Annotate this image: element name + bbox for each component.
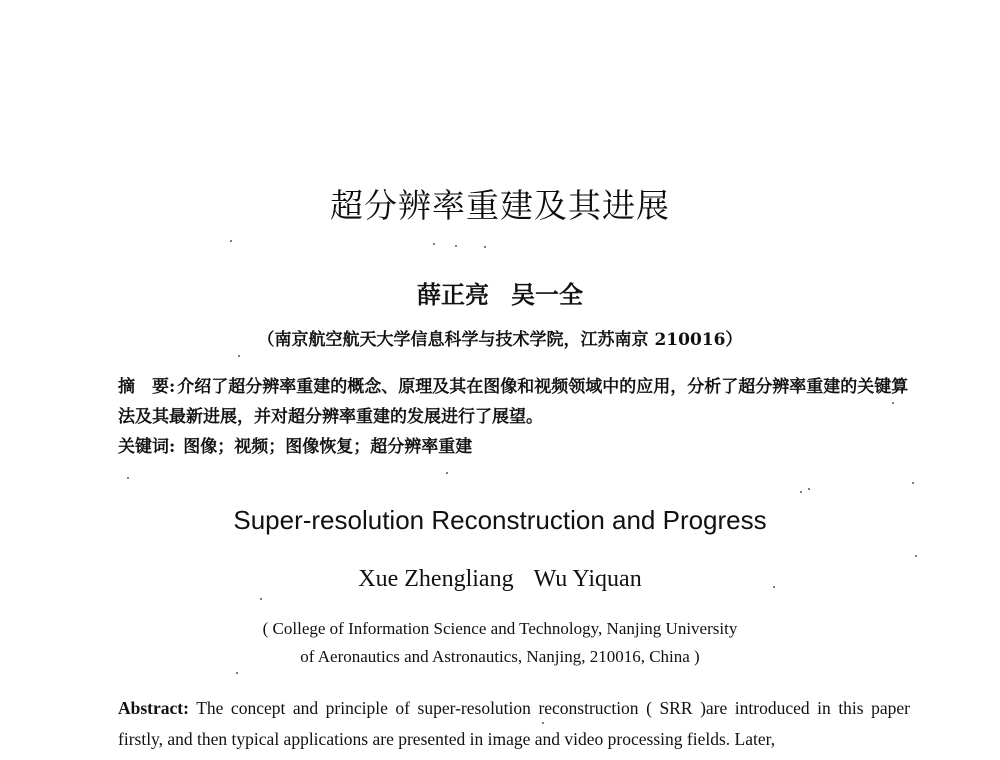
chinese-abstract-block (118, 372, 918, 462)
english-abstract-label: Abstract: (118, 698, 189, 718)
english-affiliation-line-1: ( College of Information Science and Technology, Nanjing University (262, 619, 738, 638)
chinese-keywords-label: 关键词: (118, 437, 176, 457)
scan-speck (230, 240, 232, 242)
scan-speck (260, 598, 262, 600)
scan-speck (808, 488, 810, 490)
chinese-abstract-label: 摘 要: (118, 377, 176, 397)
scan-speck (800, 491, 802, 493)
chinese-keywords (118, 432, 918, 462)
chinese-author-1: 薛正亮 (417, 280, 489, 309)
scan-speck (238, 355, 240, 357)
scan-speck (433, 243, 435, 245)
english-affiliation-line-2: of Aeronautics and Astronautics, Nanjing, 210016, China ) (300, 647, 700, 666)
english-abstract (118, 693, 910, 755)
chinese-authors (0, 275, 1000, 310)
scan-speck (892, 402, 894, 404)
chinese-abstract (118, 372, 918, 432)
scan-speck (446, 472, 448, 474)
english-author-2: Wu Yiquan (533, 566, 642, 592)
chinese-author-2: 吴一全 (511, 280, 583, 309)
scan-speck (542, 722, 544, 724)
scan-speck (236, 672, 238, 674)
english-title: Super-resolution Reconstruction and Progress (233, 505, 767, 535)
scan-speck (127, 477, 129, 479)
scan-speck (912, 482, 914, 484)
scan-speck (455, 245, 457, 247)
english-authors (0, 566, 1000, 593)
chinese-affiliation: （南京航空航天大学信息科学与技术学院，江苏南京 210016） (257, 330, 743, 350)
chinese-title: 超分辨率重建及其进展 (330, 186, 670, 225)
chinese-keywords-text: 图像；视频；图像恢复；超分辨率重建 (183, 437, 473, 457)
chinese-abstract-text: 介绍了超分辨率重建的概念、原理及其在图像和视频领域中的应用，分析了超分辨率重建的关键算法及其最新进展，并对超分辨率重建的发展进行了展望。 (118, 377, 909, 427)
scan-speck (773, 586, 775, 588)
english-affiliation (0, 615, 1000, 671)
english-abstract-text: The concept and principle of super-resolution reconstruction ( SRR )are introduced in this paper firstly, and then typical applications are presented in image and video processing fields. Later, (118, 698, 910, 749)
scan-speck (484, 246, 486, 248)
scan-speck (915, 555, 917, 557)
english-author-1: Xue Zhengliang (358, 566, 514, 592)
